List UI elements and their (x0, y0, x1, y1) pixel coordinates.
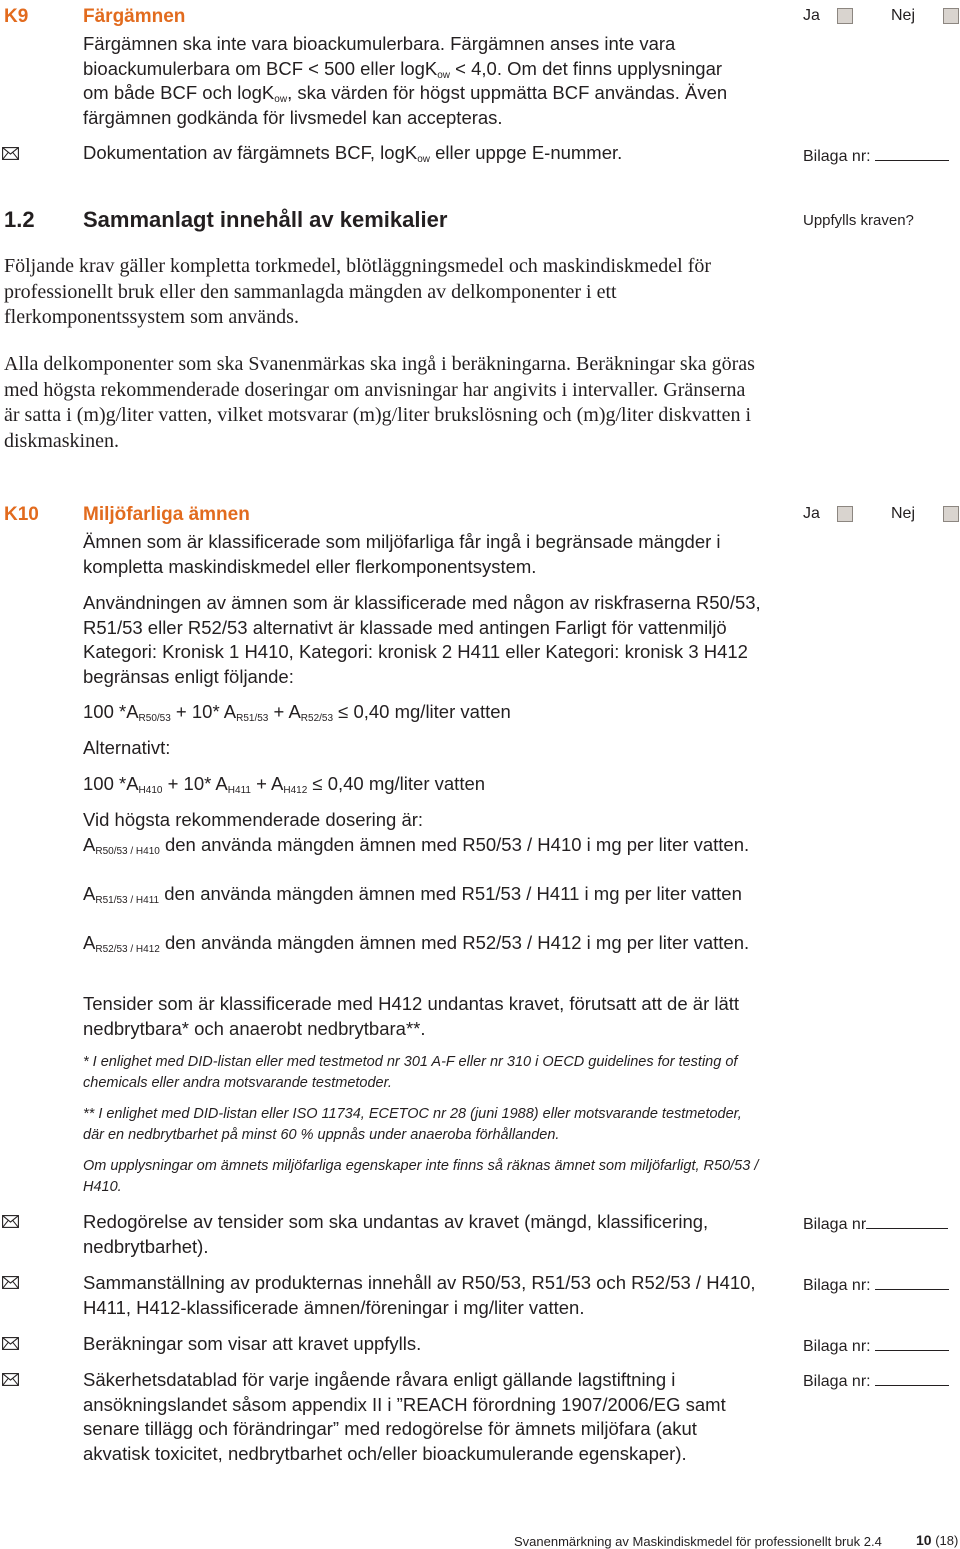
section-paragraph-1: Följande krav gäller kompletta torkmedel, blötläggningsmedel och maskindiskmedel för professionellt bruk eller den sammanlagda mängden av delkomponenter i ett flerkomponentssystem som används. (4, 255, 712, 328)
envelope-icon (2, 147, 19, 160)
alternative-label: Alternativt: (83, 737, 171, 758)
surfactant-exemption: Tensider som är klassificerade med H412 undantas kravet, förutsatt att de är lätt nedbrytbara* och anaerobt nedbrytbara**. (83, 993, 740, 1039)
envelope-icon (2, 1337, 19, 1350)
formula-h-phrases: 100 $*A_{H410} + 10*$ $A_{H411} + A_{H412} \le 0,40$ mg/liter vatten (83, 773, 486, 796)
envelope-icon (2, 1373, 19, 1386)
ja-label-k10: Ja (803, 505, 820, 522)
dosage-heading: Vid högsta rekommenderade dosering är: (83, 809, 424, 830)
attachment-field[interactable]: Bilaga nr: (803, 1336, 949, 1356)
footnote-2: ** I enlighet med DID-listan eller ISO 11734, ECETOC nr 28 (juni 1988) eller motsvarande testmetoder, där en nedbrytbarhet på minst 60 % uppnås under anaeroba förhållanden. (83, 1106, 742, 1143)
page-number: 10 (18) (916, 1532, 959, 1548)
attachment-field[interactable]: Bilaga nr: (803, 1275, 949, 1295)
attachment-field[interactable]: Bilaga nr: (803, 1371, 949, 1391)
ja-label-k9: Ja (803, 7, 820, 24)
footnote-1: * I enlighet med DID-listan eller med testmetod nr 301 A-F eller nr 310 i OECD guidelines for testing of chemicals eller andra motsvarande testmetoder. (83, 1054, 738, 1091)
footer-document-title: Svanenmärkning av Maskindiskmedel för professionellt bruk 2.4 (514, 1534, 882, 1549)
documentation-item: Redogörelse av tensider som ska undantas av kravet (mängd, klassificering, nedbrytbarhet). (83, 1211, 709, 1257)
footnote-3: Om upplysningar om ämnets miljöfarliga egenskaper inte finns så räknas ämnet som miljöfarligt, R50/53 / H410. (83, 1158, 759, 1195)
attachment-line (875, 1371, 949, 1386)
attachment-line (866, 1214, 948, 1229)
requirement-title-k10: Miljöfarliga ämnen (83, 504, 250, 525)
requirement-title-k9: Färgämnen (83, 6, 186, 27)
envelope-icon (2, 1276, 19, 1289)
documentation-item: Sammanställning av produkternas innehåll av R50/53, R51/53 och R52/53 / H410, H411, H412-klassificerade ämnen/föreningar i mg/liter vatten. (83, 1272, 756, 1318)
envelope-icon (2, 1215, 19, 1228)
requirement-code-k10: K10 (4, 504, 39, 525)
definition-r50: $A_{R50/53 / H410}$ den använda mängden ämnen med R50/53 / H410 i mg per liter vatten. (83, 834, 750, 857)
documentation-item: Beräkningar som visar att kravet uppfylls. (83, 1333, 422, 1354)
k10-intro: Ämnen som är klassificerade som miljöfarliga får ingå i begränsade mängder i kompletta maskindiskmedel eller flerkomponentsystem. (83, 531, 721, 577)
nej-label-k10: Nej (891, 505, 916, 522)
documentation-item: Säkerhetsdatablad för varje ingående råvara enligt gällande lagstiftning i ansökningslandet såsom appendix II i ”REACH förordning 1907/2006/EG samt senare tillägg och förändringar” med redogörelse för ämnets miljöfara (akut akvatisk toxicitet, nedbrytbarhet och/eller bioackumulerande egenskaper). (83, 1369, 726, 1464)
attachment-field[interactable]: Bilaga nr (803, 1214, 948, 1234)
section-title: Sammanlagt innehåll av kemikalier (83, 207, 448, 232)
ja-checkbox-k10[interactable] (837, 506, 853, 522)
attachment-line (875, 1275, 949, 1290)
requirements-met-label: Uppfylls kraven? (803, 212, 914, 229)
nej-label-k9: Nej (891, 7, 916, 24)
requirement-code-k9: K9 (4, 6, 29, 27)
attachment-line (875, 1336, 949, 1351)
k9-paragraph: Färgämnen ska inte vara bioackumulerbara. Färgämnen anses inte vara bioackumulerbara om BCF < 500 eller logK$_{ow}$ < 4,0. Om det finns upplysningar om både BCF och logK$_{ow}$, ska värden för högst uppmätta BCF användas. Även färgämnen godkända för livsmedel kan accepteras. (83, 33, 728, 128)
section-number: 1.2 (4, 207, 35, 232)
formula-r-phrases: 100 $*A_{R50/53} + 10*$ $A_{R51/53} + A_{R52/53} \le 0,40$ mg/liter vatten (83, 701, 511, 724)
nej-checkbox-k10[interactable] (943, 506, 959, 522)
nej-checkbox-k9[interactable] (943, 8, 959, 24)
k10-usage: Användningen av ämnen som är klassificerade med någon av riskfraserna R50/53, R51/53 eller R52/53 alternativt är klassade med antingen Farligt för vattenmiljö Kategori: Kronisk 1 H410, Kategori: kronisk 2 H411 eller Kategori: kronisk 3 H412 begränsas enligt följande: (83, 592, 761, 687)
ja-checkbox-k9[interactable] (837, 8, 853, 24)
definition-r51: $A_{R51/53 / H411}$ den använda mängden ämnen med R51/53 / H411 i mg per liter vatten (83, 883, 742, 906)
section-paragraph-2: Alla delkomponenter som ska Svanenmärkas ska ingå i beräkningarna. Beräkningar ska göras med högsta rekommenderade doseringar om anvisningar har angivits i intervaller. Gränserna är satta i (m)g/liter vatten, vilket motsvarar (m)g/liter brukslösning och (m)g/liter diskvatten i diskmaskinen. (4, 353, 755, 452)
definition-r52: $A_{R52/53 / H412}$ den använda mängden ämnen med R52/53 / H412 i mg per liter vatten. (83, 932, 750, 955)
k9-documentation: Dokumentation av färgämnets BCF, logK$_{ow}$ eller uppge E-nummer. (83, 142, 623, 165)
attachment-field-k9[interactable]: Bilaga nr: (803, 146, 949, 166)
attachment-line (875, 146, 949, 161)
